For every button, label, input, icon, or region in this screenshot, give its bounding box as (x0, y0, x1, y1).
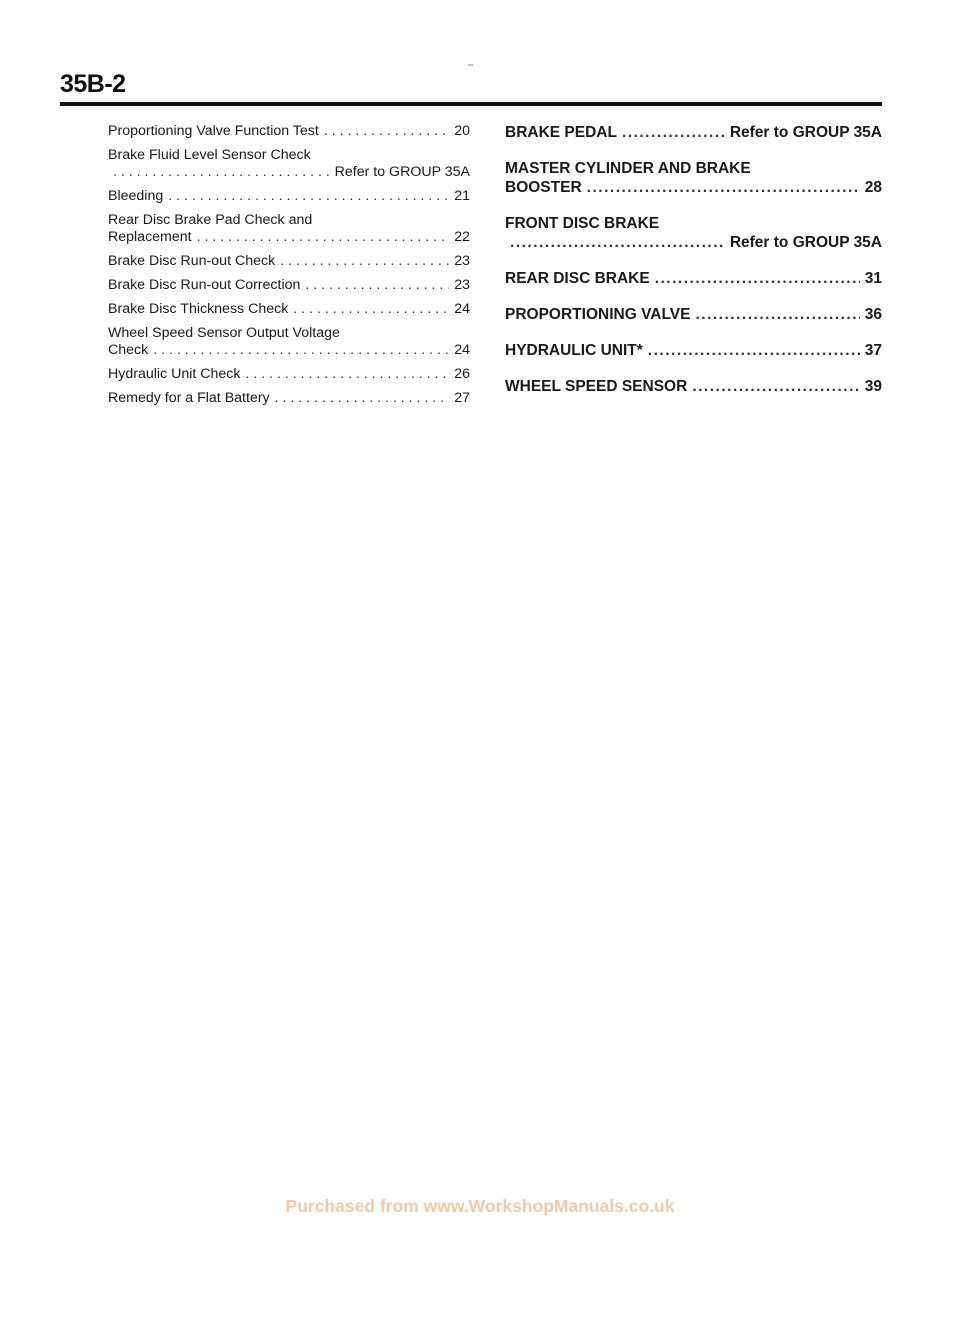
toc-entry[interactable] (505, 159, 882, 197)
toc-entry-page: 37 (864, 342, 882, 359)
watermark-text: Purchased from www.WorkshopManuals.co.uk (285, 1196, 675, 1216)
toc-entry[interactable] (505, 305, 882, 324)
toc-right-column (505, 123, 882, 413)
dot-leader (168, 188, 449, 205)
dot-leader (280, 253, 449, 270)
toc-entry-label: Brake Disc Run-out Check (108, 253, 276, 269)
toc-entry[interactable] (108, 123, 470, 140)
toc-entry-heading: Rear Disc Brake Pad Check and (108, 212, 313, 228)
toc-entry-page: 21 (454, 188, 470, 204)
dot-leader (510, 233, 725, 252)
toc-entry-label: Hydraulic Unit Check (108, 366, 241, 382)
toc-entry-page: 31 (864, 270, 882, 287)
toc-entry-line (108, 164, 470, 181)
toc-entry[interactable] (505, 214, 882, 252)
toc-entry-label: Replacement (108, 229, 192, 245)
dot-leader (153, 342, 449, 359)
toc-entry-line (108, 342, 470, 359)
toc-entry-line (505, 377, 882, 396)
toc-entry[interactable] (108, 390, 470, 407)
dot-leader (692, 377, 859, 396)
toc-entry-page: 22 (454, 229, 470, 245)
toc-entry-label: PROPORTIONING VALVE (505, 306, 691, 323)
toc-entry-page: Refer to GROUP 35A (729, 124, 882, 141)
toc-entry-label: Bleeding (108, 188, 164, 204)
toc-entry-heading: MASTER CYLINDER AND BRAKE (505, 160, 751, 177)
toc-entry[interactable] (505, 123, 882, 142)
toc-entry[interactable] (505, 341, 882, 360)
toc-entry-line (108, 253, 470, 270)
toc-entry-line (505, 341, 882, 360)
toc-entry-line (505, 178, 882, 197)
dot-leader (305, 277, 449, 294)
toc-entry-page: 36 (864, 306, 882, 323)
header-rule (60, 102, 882, 106)
toc-entry-label: REAR DISC BRAKE (505, 270, 650, 287)
page-number: 35B-2 (60, 70, 126, 98)
scan-mark (468, 64, 473, 66)
toc-entry-page: 28 (864, 179, 882, 196)
toc-entry-line (108, 390, 470, 407)
toc-entry-page: 23 (454, 277, 470, 293)
toc-entry-label: HYDRAULIC UNIT* (505, 342, 643, 359)
toc-entry-label: Remedy for a Flat Battery (108, 390, 270, 406)
toc-entry-line (108, 123, 470, 140)
toc-entry[interactable] (505, 377, 882, 396)
toc-entry-heading: Brake Fluid Level Sensor Check (108, 147, 311, 163)
toc-entry-label: BRAKE PEDAL (505, 124, 617, 141)
toc-entry-line (108, 301, 470, 318)
toc-entry-page: Refer to GROUP 35A (729, 234, 882, 251)
dot-leader (324, 123, 449, 140)
toc-entry-label: WHEEL SPEED SENSOR (505, 378, 688, 395)
toc-entry-page: 23 (454, 253, 470, 269)
toc-entry-page: 24 (454, 342, 470, 358)
toc-entry-page: 20 (454, 123, 470, 139)
toc-entry[interactable] (108, 277, 470, 294)
toc-entry[interactable] (108, 325, 470, 359)
toc-entry-line (505, 269, 882, 288)
toc-entry-line (108, 366, 470, 383)
toc-entry-line (108, 188, 470, 205)
toc-entry-line (505, 123, 882, 142)
toc-entry-line (505, 305, 882, 324)
toc-entry-label: BOOSTER (505, 179, 582, 196)
dot-leader (655, 269, 860, 288)
toc-entry[interactable] (108, 366, 470, 383)
toc-entry[interactable] (505, 269, 882, 288)
toc-entry-label: Check (108, 342, 149, 358)
dot-leader (275, 390, 450, 407)
toc-entry-label: Brake Disc Run-out Correction (108, 277, 301, 293)
toc-entry-line (505, 233, 882, 252)
toc-entry-page: 27 (454, 390, 470, 406)
dot-leader (293, 301, 449, 318)
dot-leader (113, 164, 330, 181)
dot-leader (622, 123, 725, 142)
toc-entry[interactable] (108, 188, 470, 205)
toc-entry-page: 26 (454, 366, 470, 382)
toc-entry[interactable] (108, 301, 470, 318)
toc-entry-page: 24 (454, 301, 470, 317)
toc-entry[interactable] (108, 253, 470, 270)
toc-entry-line (108, 229, 470, 246)
toc-left-column (108, 123, 470, 414)
toc-entry[interactable] (108, 147, 470, 181)
dot-leader (245, 366, 449, 383)
toc-entry-label: Brake Disc Thickness Check (108, 301, 289, 317)
dot-leader (648, 341, 860, 360)
toc-entry-page: 39 (864, 378, 882, 395)
toc-entry-page: Refer to GROUP 35A (334, 164, 470, 180)
dot-leader (695, 305, 859, 324)
toc-entry-label: Proportioning Valve Function Test (108, 123, 319, 139)
toc-entry-heading: Wheel Speed Sensor Output Voltage (108, 325, 340, 341)
dot-leader (197, 229, 450, 246)
toc-entry[interactable] (108, 212, 470, 246)
dot-leader (587, 178, 860, 197)
toc-entry-heading: FRONT DISC BRAKE (505, 215, 660, 232)
toc-entry-line (108, 277, 470, 294)
